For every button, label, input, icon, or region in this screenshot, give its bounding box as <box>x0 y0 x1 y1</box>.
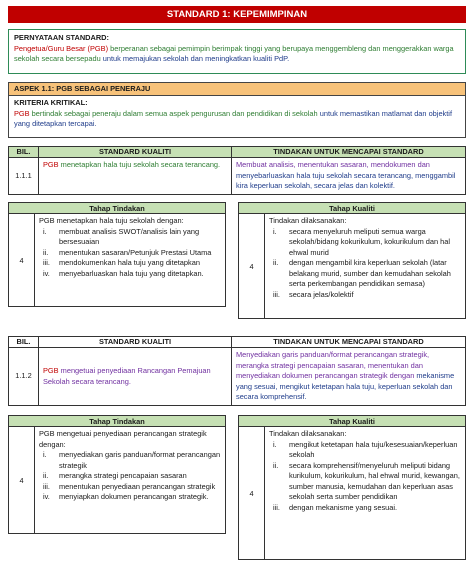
tindakan-header: TINDAKAN UNTUK MENCAPAI STANDARD <box>232 147 466 158</box>
tahap-kualiti-list <box>269 227 461 301</box>
tindakan-text-a: Membuat analisis, menentukan sasaran, mendokumen dan <box>236 160 430 169</box>
pernyataan-role: berperanan sebagai pemimpin berimpak tinggi yang berupaya menggembleng dan menggerakkan warga sekolah secara bersepadu <box>14 43 454 64</box>
tahap-kualiti-body <box>265 214 465 318</box>
list-item: i. mengikut ketetapan hala tuju/kesesuaian/keperluan sekolah <box>273 439 458 460</box>
kriteria-subject: PGB <box>14 108 30 118</box>
list-item: iii. menentukan penyediaan perancangan strategik <box>43 481 216 491</box>
list-item: iv. menyiapkan dokumen perancangan strategik. <box>43 492 209 502</box>
tahap-value: 4 <box>9 427 35 533</box>
list-item: iii. dengan mekanisme yang sesuai. <box>273 502 398 512</box>
list-item: iii. mendokumenkan hala tuju yang ditetapkan <box>43 258 200 268</box>
pernyataan-heading: PERNYATAAN STANDARD: <box>14 33 109 42</box>
tahap-kualiti-body <box>265 427 465 559</box>
standard-kualiti-header: STANDARD KUALITI <box>39 337 232 348</box>
pernyataan-goal: untuk memajukan sekolah dan meningkatkan kualiti PdP. <box>102 54 290 64</box>
tahap-kualiti-header: Tahap Kualiti <box>238 415 466 427</box>
tahap-kualiti-intro: Tindakan dilaksanakan: <box>269 216 347 225</box>
tahap-value: 4 <box>239 214 265 318</box>
list-item: i. menyediakan garis panduan/format perancangan strategik <box>43 450 221 470</box>
standard-subject: PGB <box>43 365 59 375</box>
bil-value: 1.1.2 <box>9 348 39 406</box>
tahap-tindakan-intro: PGB mengetuai penyediaan perancangan strategik dengan: <box>39 429 207 449</box>
list-item: ii. dengan mengambil kira keperluan sekolah (latar belakang murid, sumber dan kemudahan sekolah serta perkembangan pendidikan semasa) <box>273 258 451 289</box>
tahap-kualiti-intro: Tindakan dilaksanakan: <box>269 429 347 438</box>
aspek-heading: ASPEK 1.1: PGB SEBAGAI PENERAJU <box>8 82 466 96</box>
tahap-tindakan-list <box>39 227 221 280</box>
list-item: ii. menentukan sasaran/Petunjuk Prestasi Utama <box>43 247 212 257</box>
tahap-tindakan-list <box>39 450 221 503</box>
kriteria-kritikal-box <box>8 96 466 138</box>
list-item: ii. merangka strategi pencapaian sasaran <box>43 471 187 481</box>
standard-kualiti-cell <box>39 158 232 195</box>
standard-text: mengetuai penyediaan Rancangan Pemajuan Sekolah secara terancang. <box>43 365 211 386</box>
standard-kualiti-header: STANDARD KUALITI <box>39 147 232 158</box>
tahap-tindakan-body <box>35 214 225 306</box>
tahap-tindakan-intro: PGB menetapkan hala tuju sekolah dengan: <box>39 216 184 225</box>
page-title: STANDARD 1: KEPEMIMPINAN <box>8 6 466 23</box>
tahap-kualiti-header: Tahap Kualiti <box>238 202 466 214</box>
tahap-tindakan-body <box>35 427 225 533</box>
list-item: iv. menyebarluaskan hala tuju yang ditetapkan. <box>43 268 204 278</box>
tahap-tindakan-box <box>8 426 226 534</box>
standard-kualiti-cell <box>39 348 232 406</box>
tahap-tindakan-header: Tahap Tindakan <box>8 202 226 214</box>
bil-value: 1.1.1 <box>9 158 39 195</box>
tahap-kualiti-box <box>238 213 466 319</box>
tahap-value: 4 <box>9 214 35 306</box>
tindakan-text-b: mekanisme yang sesuai, mengikut ketetapan hala tuju, keperluan sekolah dan secara komprehensif. <box>236 371 455 402</box>
tahap-value: 4 <box>239 427 265 559</box>
bil-header: BIL. <box>9 337 39 348</box>
tindakan-cell <box>232 348 466 406</box>
pernyataan-text <box>14 44 460 65</box>
tahap-kualiti-box <box>238 426 466 560</box>
kriteria-goal: untuk memastikan matlamat dan objektif yang ditetapkan tercapai. <box>14 108 452 129</box>
standard-subject: PGB <box>43 160 59 169</box>
tahap-kualiti-list <box>269 440 461 514</box>
list-item: i. secara menyeluruh meliputi semua warga sekolah/bidang kokurikulum, kokurikulum dan hal ehwal murid <box>273 226 451 257</box>
tindakan-header: TINDAKAN UNTUK MENCAPAI STANDARD <box>232 337 466 348</box>
kriteria-text <box>14 109 460 130</box>
tahap-tindakan-header: Tahap Tindakan <box>8 415 226 427</box>
list-item: i. membuat analisis SWOT/analisis lain yang bersesuaian <box>43 226 200 247</box>
list-item: iii. secara jelas/kolektif <box>273 289 354 299</box>
standard-text: menetapkan hala tuju sekolah secara terancang. <box>60 160 221 169</box>
tindakan-text-b: menyebarluaskan hala tuju sekolah secara terancang, menggambil kira keperluan sekolah, secara jelas dan kolektif. <box>236 170 456 191</box>
standard-table-2 <box>8 336 466 406</box>
tahap-tindakan-box <box>8 213 226 307</box>
tindakan-cell <box>232 158 466 195</box>
pernyataan-subject: Pengetua/Guru Besar (PGB) <box>14 43 109 53</box>
tindakan-text-a: Menyediakan garis panduan/format perancangan strategik, merangka strategi pencapaian sasaran, menentukan dan menyediakan dokumen perancangan strategik dengan <box>236 350 430 381</box>
list-item: ii. secara komprehensif/menyeluruh meliputi bidang kurikulum, kokurikulum, hal ehwal murid, kewangan, sumber manusia, kemudahan dan keperluan asas sekolah serta sumber pendidikan <box>273 460 460 502</box>
bil-header: BIL. <box>9 147 39 158</box>
kriteria-heading: KRITERIA KRITIKAL: <box>14 98 88 107</box>
standard-table-1 <box>8 146 466 195</box>
kriteria-role: bertindak sebagai peneraju dalam semua aspek pengurusan dan pendidikan di sekolah <box>31 108 318 118</box>
pernyataan-standard-box <box>8 29 466 74</box>
